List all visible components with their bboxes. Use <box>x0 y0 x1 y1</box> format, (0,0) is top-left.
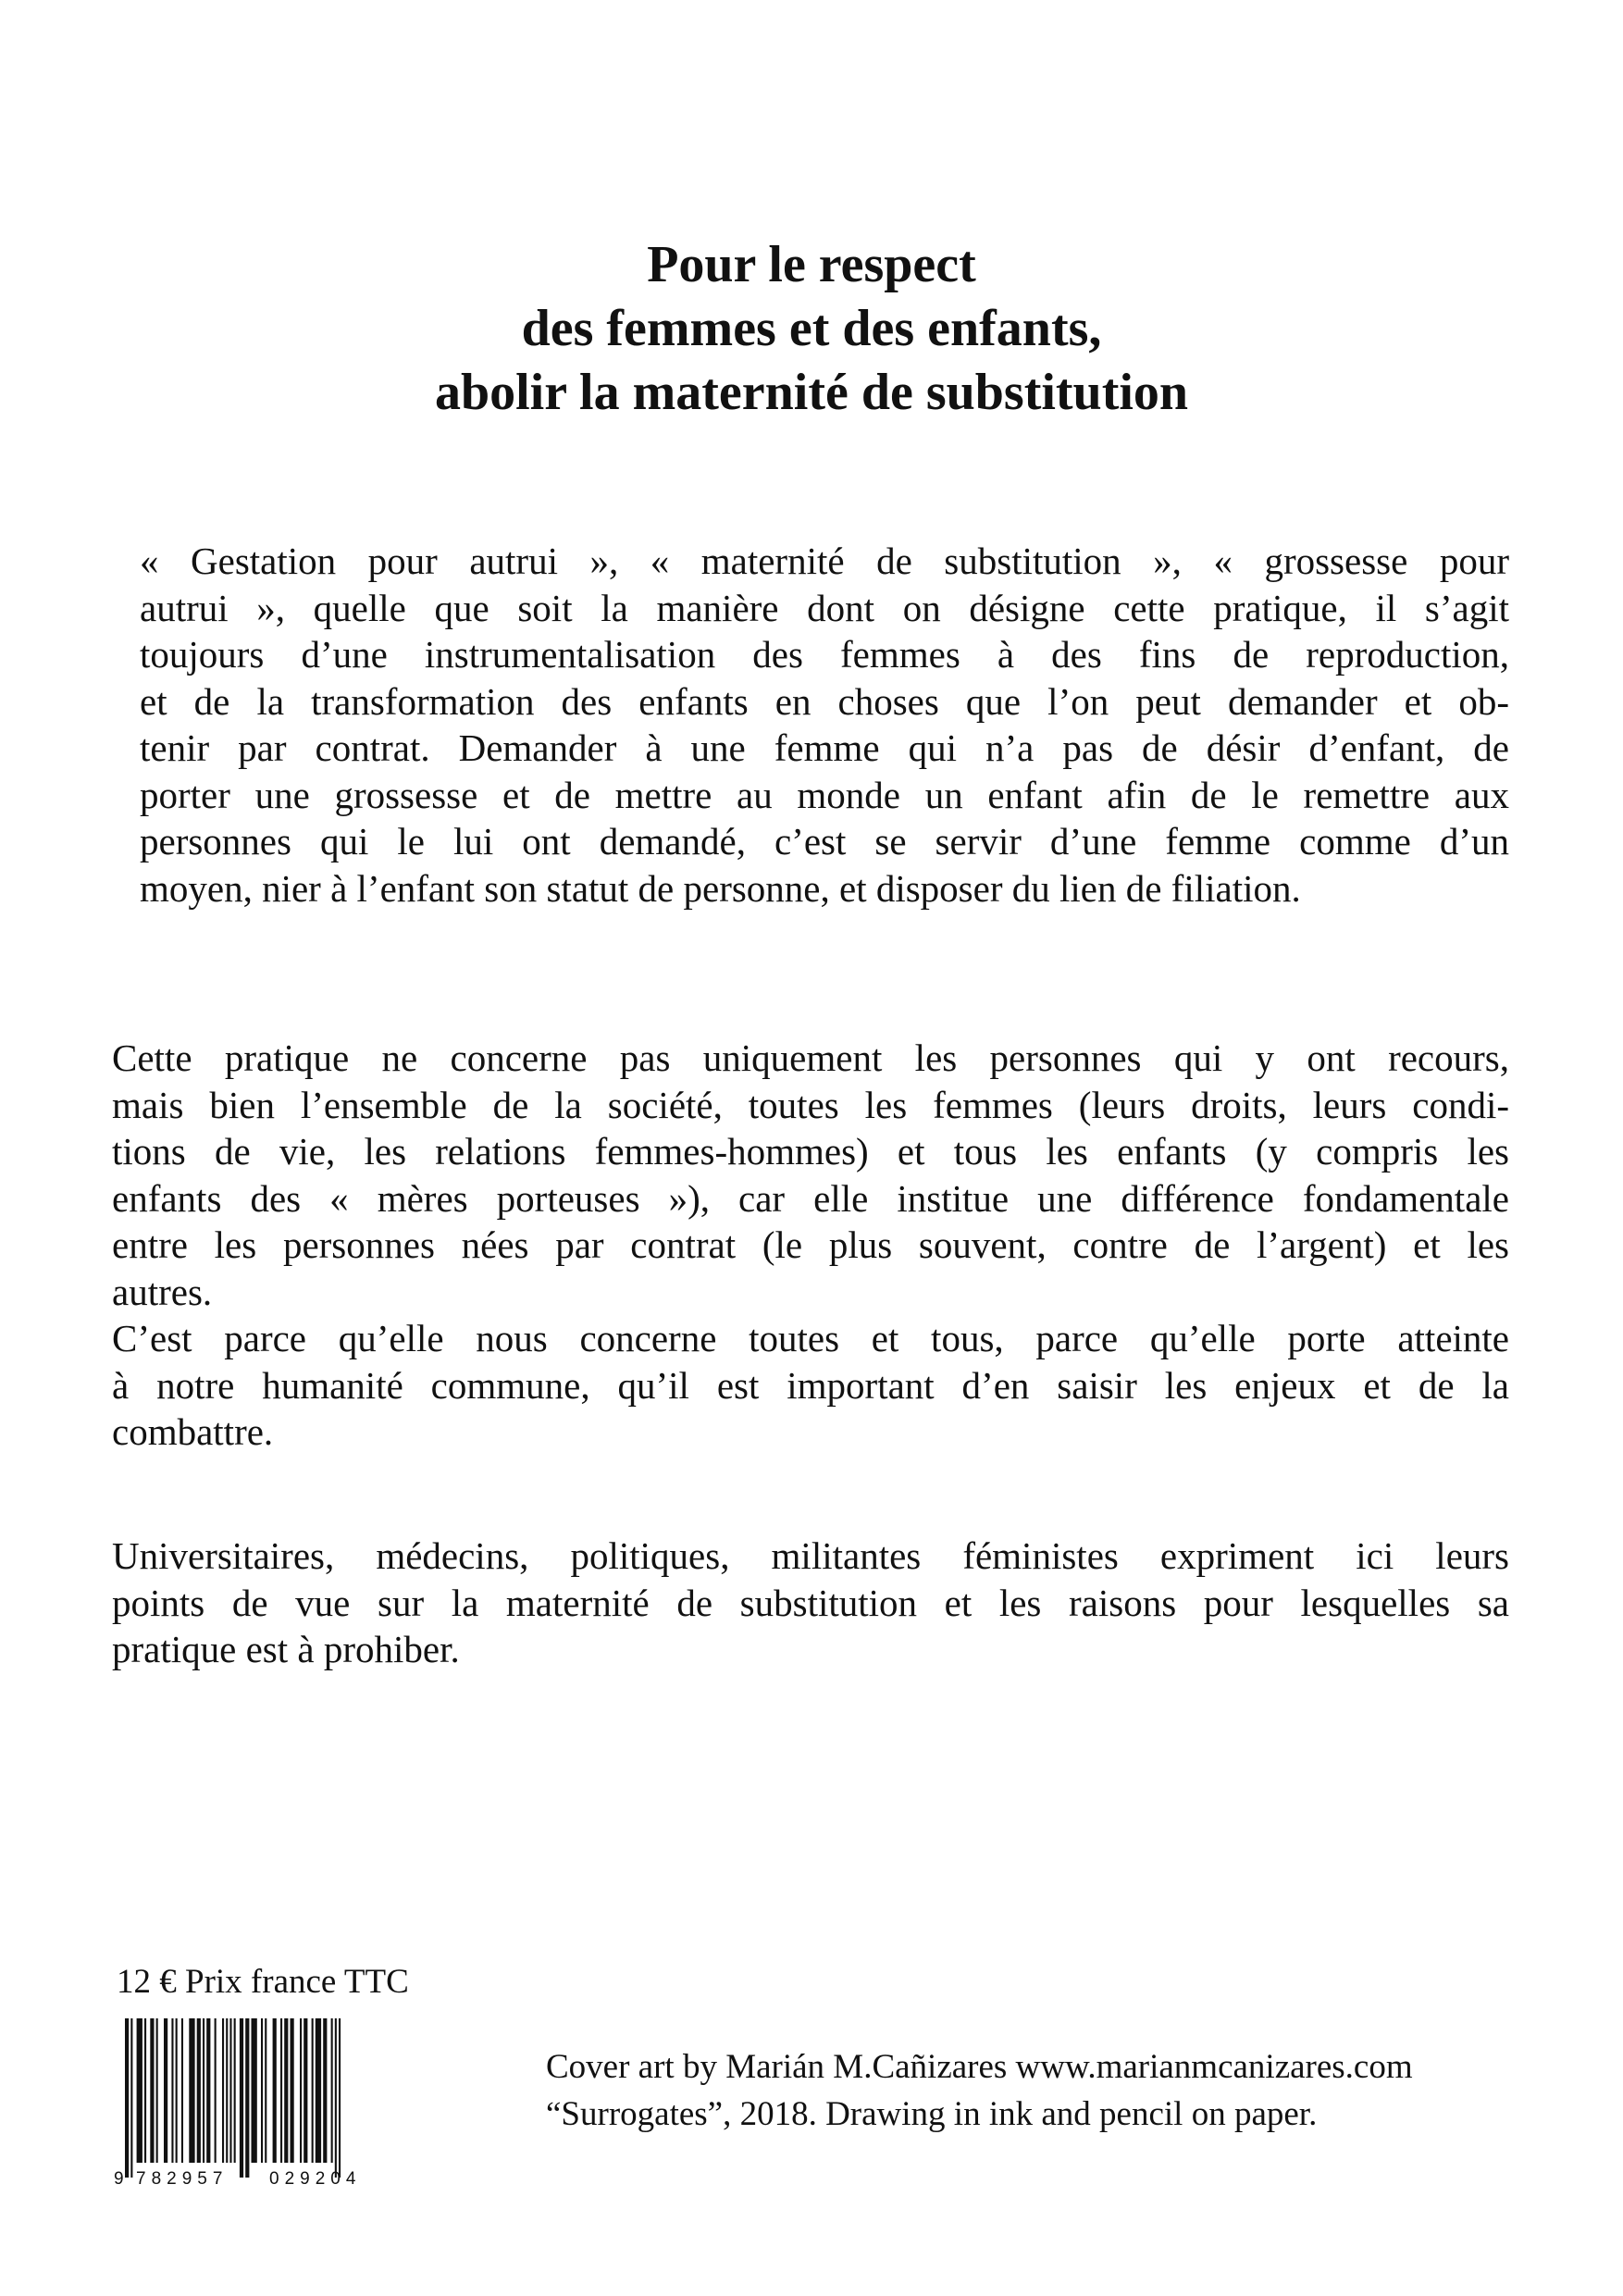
barcode-bar <box>284 2018 288 2163</box>
barcode-bar <box>171 2018 173 2163</box>
barcode-bar <box>156 2018 158 2163</box>
credits-line-2: “Surrogates”, 2018. Drawing in ink and pencil on paper. <box>546 2095 1318 2133</box>
text-line: tions de vie, les relations femmes-hommes) et tous les enfants (y compris les <box>112 1130 1509 1173</box>
barcode-bar <box>245 2018 249 2178</box>
paragraph <box>112 1035 1509 1456</box>
text-line: mais bien l’ensemble de la société, toutes les femmes (leurs droits, leurs condi- <box>112 1083 1509 1126</box>
barcode-bar <box>130 2018 132 2178</box>
text-line: entre les personnes nées par contrat (le plus souvent, contre de l’argent) et les <box>112 1223 1509 1266</box>
barcode-bar <box>125 2018 129 2178</box>
text-line: autres. <box>112 1270 213 1313</box>
text-line: Cette pratique ne concerne pas uniquement les personnes qui y ont recours, <box>112 1036 1509 1079</box>
barcode-bar <box>300 2018 302 2163</box>
barcode-bar <box>280 2018 282 2163</box>
text-line: C’est parce qu’elle nous concerne toutes et tous, parce qu’elle porte atteinte <box>112 1317 1509 1359</box>
text-line: porter une grossesse et de mettre au monde un enfant afin de le remettre aux <box>140 773 1509 816</box>
barcode-bar <box>137 2018 142 2163</box>
barcode-bar <box>234 2018 236 2163</box>
barcode-bar <box>240 2018 243 2178</box>
barcode-bar <box>176 2018 178 2163</box>
text-line: enfants des « mères porteuses »), car elle institue une différence fondamentale <box>112 1176 1509 1220</box>
barcode-bar <box>197 2018 201 2163</box>
barcode-bar <box>215 2018 217 2163</box>
barcode-bar <box>206 2018 210 2163</box>
barcode-bar <box>304 2018 307 2163</box>
text-line: tenir par contrat. Demander à une femme qui n’a pas de désir d’enfant, de <box>140 726 1509 769</box>
barcode-bar <box>150 2018 154 2163</box>
text-line: à notre humanité commune, qu’il est important d’en saisir les enjeux et de la <box>112 1363 1509 1407</box>
barcode-bar <box>265 2018 266 2163</box>
barcode-bar <box>273 2018 277 2163</box>
barcode-digit-lead: 9 <box>114 2169 124 2189</box>
barcode-bar <box>312 2018 314 2163</box>
barcode-bar <box>229 2018 231 2163</box>
credits-line-1: Cover art by Marián M.Cañizares www.marianmcanizares.com <box>546 2048 1413 2086</box>
text-line: « Gestation pour autrui », « maternité de substitution », « grossesse pour <box>140 540 1509 582</box>
barcode-bar <box>316 2018 321 2163</box>
title-line-1: Pour le respect <box>647 236 976 293</box>
barcode-bar <box>339 2018 341 2178</box>
text-line: et de la transformation des enfants en choses que l’on peut demander et ob- <box>140 679 1509 723</box>
paragraph <box>112 538 1509 912</box>
barcode-bar <box>261 2018 263 2163</box>
paragraph <box>112 1533 1509 1673</box>
blurb-paragraph-2 <box>112 1035 1509 1456</box>
barcode-bar <box>164 2018 167 2163</box>
barcode-bar <box>331 2018 333 2163</box>
book-title <box>0 233 1623 425</box>
text-line: pratique est à prohiber. <box>112 1628 460 1670</box>
title-line-3: abolir la maternité de substitution <box>434 364 1189 421</box>
blurb-paragraph-3 <box>112 1533 1509 1673</box>
barcode-bar <box>181 2018 183 2163</box>
title-line-2: des femmes et des enfants, <box>521 300 1102 357</box>
text-line: Universitaires, médecins, politiques, militantes féministes expriment ici leurs <box>112 1534 1509 1577</box>
text-line: toujours d’une instrumentalisation des femmes à des fins de reproduction, <box>140 633 1509 676</box>
text-line: combattre. <box>112 1410 274 1453</box>
text-line: points de vue sur la maternité de substitution et les raisons pour lesquelles sa <box>112 1581 1509 1624</box>
barcode-bar <box>226 2018 228 2163</box>
barcode-bar <box>323 2018 327 2163</box>
barcode-bar <box>222 2018 224 2163</box>
text-line: personnes qui le lui ont demandé, c’est se servir d’une femme comme d’un <box>140 820 1509 863</box>
barcode-bar <box>291 2018 294 2163</box>
barcode-digits-left: 782957 <box>136 2169 229 2189</box>
text-line: moyen, nier à l’enfant son statut de personne, et disposer du lien de filiation. <box>140 866 1301 910</box>
barcode-bar <box>252 2018 257 2163</box>
barcode-digits-right: 029204 <box>269 2169 362 2189</box>
text-line: autrui », quelle que soit la manière dont on désigne cette pratique, il s’agit <box>140 586 1509 629</box>
barcode-bar <box>189 2018 194 2163</box>
barcode <box>112 2015 408 2191</box>
blurb-paragraph-1 <box>112 538 1509 912</box>
price-label: 12 € Prix france TTC <box>117 1963 409 2001</box>
barcode-bar <box>144 2018 146 2163</box>
cover-art-credits <box>546 2043 1518 2138</box>
barcode-bar <box>203 2018 204 2163</box>
barcode-bar <box>335 2018 337 2178</box>
